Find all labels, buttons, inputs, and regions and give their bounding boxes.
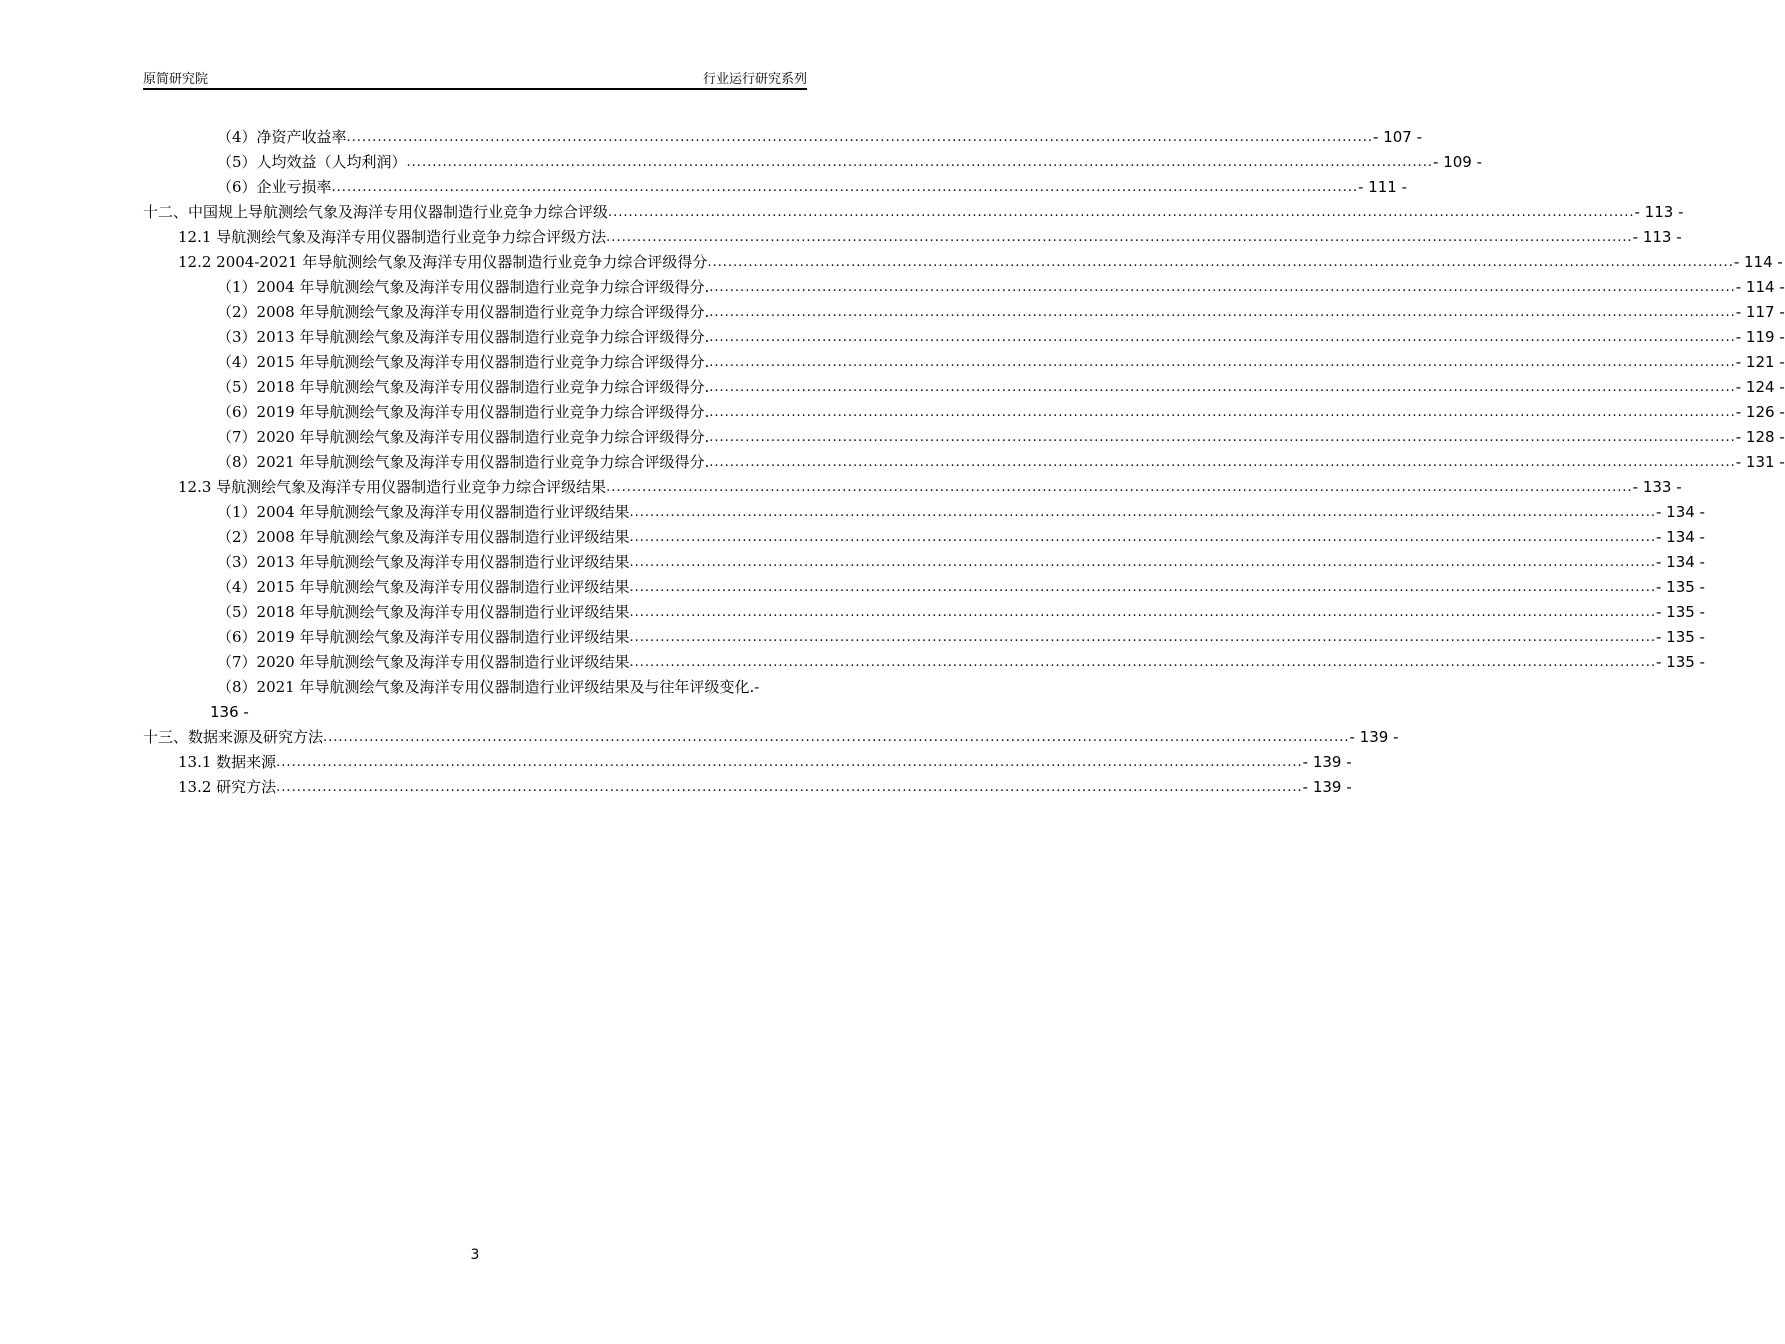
- toc-entry[interactable]: [143, 575, 1705, 600]
- toc-entry-page: - 111 -: [1358, 178, 1408, 196]
- toc-entry-page: - 128 -: [1735, 428, 1785, 446]
- toc-entry[interactable]: [143, 275, 1785, 300]
- toc-entry-page: - 134 -: [1655, 553, 1705, 571]
- toc-entry-title: （8）2021 年导航测绘气象及海洋专用仪器制造行业评级结果及与往年评级变化.-: [217, 675, 759, 700]
- toc-entry-title: （4）2015 年导航测绘气象及海洋专用仪器制造行业竞争力综合评级得分.: [217, 350, 709, 375]
- toc-leader-dots: ........................................................................................................................................................................................................: [709, 280, 1736, 295]
- toc-entry[interactable]: [143, 325, 1785, 350]
- toc-entry[interactable]: [143, 775, 1352, 800]
- toc-entry-title: 12.1 导航测绘气象及海洋专用仪器制造行业竞争力综合评级方法: [178, 225, 606, 250]
- toc-leader-dots: ........................................................................................................................................................................................................: [608, 205, 1635, 220]
- toc-entry-title: （4）2015 年导航测绘气象及海洋专用仪器制造行业评级结果: [217, 575, 630, 600]
- toc-entry[interactable]: [143, 175, 1408, 200]
- toc-entry-title: （2）2008 年导航测绘气象及海洋专用仪器制造行业竞争力综合评级得分.: [217, 300, 709, 325]
- toc-entry-title: （7）2020 年导航测绘气象及海洋专用仪器制造行业竞争力综合评级得分.: [217, 425, 709, 450]
- toc-leader-dots: ........................................................................................................................................................................................................: [323, 730, 1350, 745]
- toc-leader-dots: ........................................................................................................................................................................................................: [629, 630, 1656, 645]
- toc-leader-dots: ........................................................................................................................................................................................................: [709, 355, 1736, 370]
- toc-entry-title: （3）2013 年导航测绘气象及海洋专用仪器制造行业竞争力综合评级得分.: [217, 325, 709, 350]
- toc-entry-title: （5）人均效益（人均利润）: [217, 150, 407, 175]
- toc-entry[interactable]: [143, 350, 1785, 375]
- page-number: 3: [470, 1247, 480, 1263]
- toc-entry-page: - 113 -: [1634, 203, 1684, 221]
- toc-entry-page: - 119 -: [1735, 328, 1785, 346]
- toc-entry-page: - 134 -: [1655, 503, 1705, 521]
- toc-entry[interactable]: [143, 625, 1705, 650]
- toc-leader-dots: ........................................................................................................................................................................................................: [707, 255, 1734, 270]
- toc-entry[interactable]: [143, 675, 807, 700]
- toc-entry[interactable]: [143, 525, 1705, 550]
- toc-entry-title: 12.3 导航测绘气象及海洋专用仪器制造行业竞争力综合评级结果: [178, 475, 606, 500]
- toc-entry-title: （1）2004 年导航测绘气象及海洋专用仪器制造行业竞争力综合评级得分.: [217, 275, 709, 300]
- toc-leader-dots: ........................................................................................................................................................................................................: [709, 405, 1736, 420]
- toc-entry-title: （5）2018 年导航测绘气象及海洋专用仪器制造行业评级结果: [217, 600, 630, 625]
- header-divider: [143, 88, 807, 90]
- toc-leader-dots: ........................................................................................................................................................................................................: [276, 780, 1303, 795]
- toc-entry-page: - 135 -: [1655, 653, 1705, 671]
- toc-entry-page: - 134 -: [1655, 528, 1705, 546]
- toc-entry-title: 13.1 数据来源: [178, 750, 276, 775]
- toc-entry-page: - 114 -: [1733, 253, 1783, 271]
- toc-entry[interactable]: [143, 500, 1705, 525]
- toc-entry-page: - 121 -: [1735, 353, 1785, 371]
- page-header: [143, 68, 807, 88]
- toc-entry-title: （5）2018 年导航测绘气象及海洋专用仪器制造行业竞争力综合评级得分.: [217, 375, 709, 400]
- toc-entry-title: 十二、中国规上导航测绘气象及海洋专用仪器制造行业竞争力综合评级: [143, 200, 608, 225]
- toc-entry-page: - 124 -: [1735, 378, 1785, 396]
- toc-entry[interactable]: [143, 475, 1682, 500]
- toc-entry[interactable]: [143, 250, 1783, 275]
- toc-entry-page: - 113 -: [1632, 228, 1682, 246]
- toc-leader-dots: ........................................................................................................................................................................................................: [629, 530, 1656, 545]
- toc-leader-dots: ........................................................................................................................................................................................................: [629, 655, 1656, 670]
- toc-entry-page: - 135 -: [1655, 628, 1705, 646]
- toc-entry-page: - 126 -: [1735, 403, 1785, 421]
- toc-entry[interactable]: [143, 650, 1705, 675]
- toc-entry[interactable]: [143, 150, 1483, 175]
- toc-entry[interactable]: [143, 375, 1785, 400]
- toc-entry-page: - 139 -: [1302, 753, 1352, 771]
- toc-entry-title: （6）2019 年导航测绘气象及海洋专用仪器制造行业评级结果: [217, 625, 630, 650]
- toc-leader-dots: ........................................................................................................................................................................................................: [606, 480, 1633, 495]
- toc-entry[interactable]: [143, 600, 1705, 625]
- toc-entry[interactable]: [143, 425, 1785, 450]
- toc-entry-page: 136 -: [210, 703, 249, 721]
- toc-entry-title: （6）企业亏损率: [217, 175, 332, 200]
- toc-entry-title: 13.2 研究方法: [178, 775, 276, 800]
- toc-entry-page: - 109 -: [1433, 153, 1483, 171]
- toc-entry-page: - 133 -: [1632, 478, 1682, 496]
- toc-leader-dots: ........................................................................................................................................................................................................: [629, 605, 1656, 620]
- toc-entry-title: （4）净资产收益率: [217, 125, 347, 150]
- toc-entry[interactable]: [143, 125, 1423, 150]
- toc-entry[interactable]: [143, 200, 1684, 225]
- toc-leader-dots: ........................................................................................................................................................................................................: [629, 580, 1656, 595]
- toc-entry-page: - 139 -: [1349, 728, 1399, 746]
- toc-leader-dots: ........................................................................................................................................................................................................: [709, 305, 1736, 320]
- toc-entry[interactable]: [143, 450, 1785, 475]
- header-series-name: 行业运行研究系列: [702, 72, 807, 87]
- toc-entry-page: - 131 -: [1735, 453, 1785, 471]
- toc-entry-page: - 139 -: [1302, 778, 1352, 796]
- header-org-name: 原简研究院: [143, 72, 209, 87]
- toc-leader-dots: ........................................................................................................................................................................................................: [606, 230, 1633, 245]
- toc-entry[interactable]: [143, 550, 1705, 575]
- toc-leader-dots: ........................................................................................................................................................................................................: [406, 155, 1434, 170]
- toc-entry-page: - 114 -: [1735, 278, 1785, 296]
- table-of-contents: [143, 125, 1785, 800]
- toc-entry[interactable]: [143, 725, 1399, 750]
- toc-entry-page: - 107 -: [1373, 128, 1423, 146]
- toc-entry-title: （1）2004 年导航测绘气象及海洋专用仪器制造行业评级结果: [217, 500, 630, 525]
- toc-entry-page: - 117 -: [1735, 303, 1785, 321]
- toc-entry[interactable]: [143, 300, 1785, 325]
- toc-entry-page: - 135 -: [1655, 603, 1705, 621]
- toc-leader-dots: ........................................................................................................................................................................................................: [346, 130, 1374, 145]
- toc-entry-title: 12.2 2004-2021 年导航测绘气象及海洋专用仪器制造行业竞争力综合评级得分: [178, 250, 707, 275]
- toc-entry-title: （6）2019 年导航测绘气象及海洋专用仪器制造行业竞争力综合评级得分.: [217, 400, 709, 425]
- toc-leader-dots: ........................................................................................................................................................................................................: [709, 430, 1736, 445]
- toc-leader-dots: ........................................................................................................................................................................................................: [629, 555, 1656, 570]
- toc-leader-dots: ........................................................................................................................................................................................................: [709, 455, 1736, 470]
- toc-entry-title: （2）2008 年导航测绘气象及海洋专用仪器制造行业评级结果: [217, 525, 630, 550]
- toc-entry-title: （7）2020 年导航测绘气象及海洋专用仪器制造行业评级结果: [217, 650, 630, 675]
- toc-leader-dots: ........................................................................................................................................................................................................: [331, 180, 1359, 195]
- toc-entry[interactable]: [143, 750, 1352, 775]
- toc-leader-dots: ........................................................................................................................................................................................................: [629, 505, 1656, 520]
- toc-entry[interactable]: [143, 400, 1785, 425]
- toc-leader-dots: ........................................................................................................................................................................................................: [709, 380, 1736, 395]
- toc-leader-dots: ........................................................................................................................................................................................................: [709, 330, 1736, 345]
- toc-entry[interactable]: [143, 225, 1682, 250]
- toc-entry-title: （8）2021 年导航测绘气象及海洋专用仪器制造行业竞争力综合评级得分.: [217, 450, 709, 475]
- toc-entry-title: （3）2013 年导航测绘气象及海洋专用仪器制造行业评级结果: [217, 550, 630, 575]
- toc-entry-title: 十三、数据来源及研究方法: [143, 725, 323, 750]
- toc-leader-dots: ........................................................................................................................................................................................................: [276, 755, 1303, 770]
- toc-entry-page: - 135 -: [1655, 578, 1705, 596]
